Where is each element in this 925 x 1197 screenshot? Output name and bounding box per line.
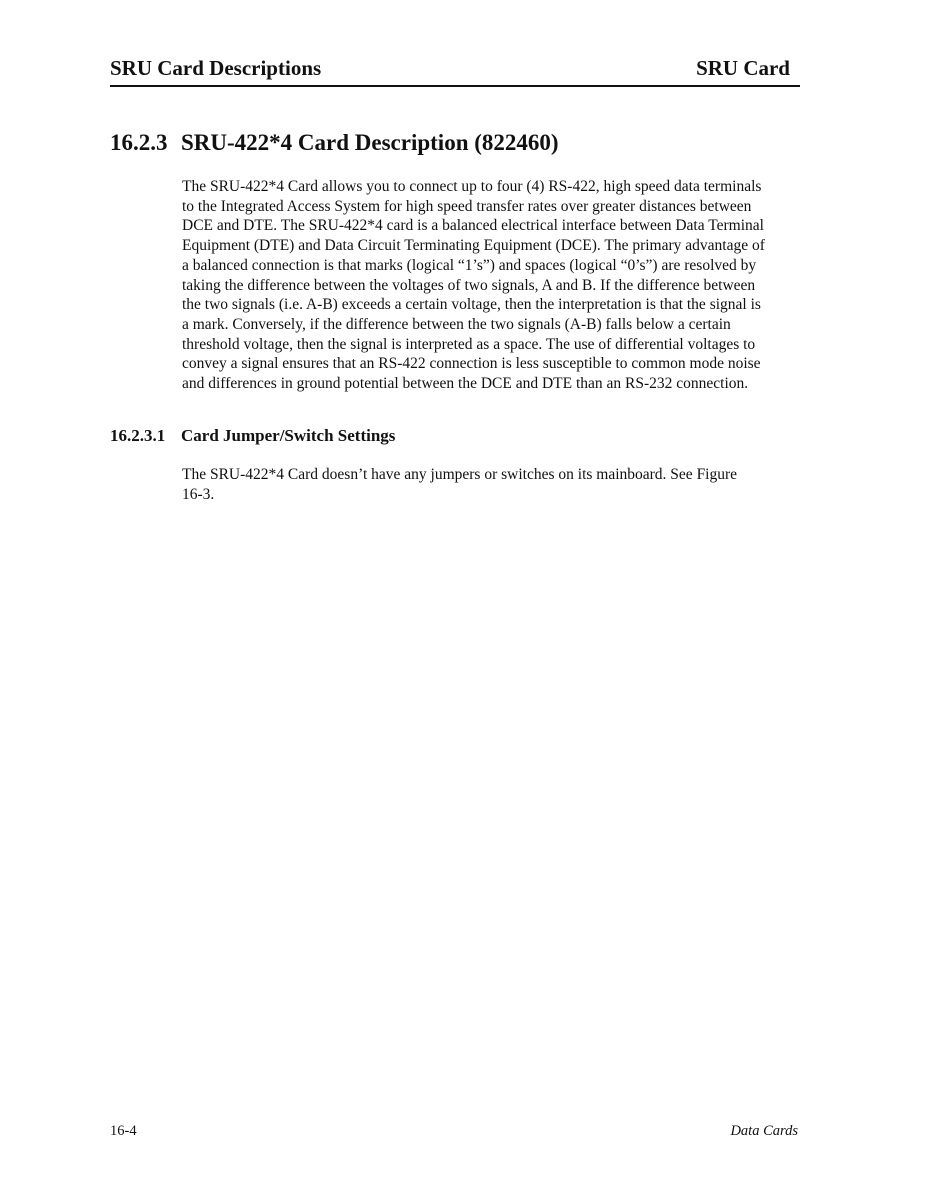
paragraph-line: DCE and DTE. The SRU-422*4 card is a balanced electrical interface between Data Terminal — [182, 217, 764, 235]
subsection-heading — [110, 425, 395, 447]
paragraph-line: taking the difference between the voltages of two signals, A and B. If the difference between — [182, 276, 756, 294]
paragraph-line: convey a signal ensures that an RS-422 connection is less susceptible to common mode noise — [182, 355, 761, 373]
page-number: 16-4 — [110, 1123, 137, 1139]
subsection-number: 16.2.3.1 — [110, 426, 166, 445]
paragraph-line: The SRU-422*4 Card allows you to connect up to four (4) RS-422, high speed data terminals — [182, 178, 762, 195]
paragraph-line: Equipment (DTE) and Data Circuit Terminating Equipment (DCE). The primary advantage of — [182, 237, 765, 255]
paragraph-line: a mark. Conversely, if the difference between the two signals (A-B) falls below a certain — [182, 315, 731, 333]
paragraph-line: 16-3. — [182, 485, 215, 503]
paragraph-line: and differences in ground potential between the DCE and DTE than an RS-232 connection. — [182, 375, 749, 393]
running-header — [110, 55, 800, 87]
paragraph-line: threshold voltage, then the signal is interpreted as a space. The use of differential voltages to — [182, 335, 756, 353]
paragraph-line: The SRU-422*4 Card doesn’t have any jumpers or switches on its mainboard. See Figure — [182, 466, 738, 483]
paragraph-line: to the Integrated Access System for high speed transfer rates over greater distances between — [182, 197, 752, 215]
paragraph-line: a balanced connection is that marks (logical “1’s”) and spaces (logical “0’s”) are resolved by — [182, 256, 757, 274]
header-card-title: SRU Card — [696, 56, 790, 80]
subsection-body-paragraph — [182, 465, 798, 504]
paragraph-line: the two signals (i.e. A-B) exceeds a certain voltage, then the interpretation is that the signal is — [182, 296, 761, 314]
section-title: SRU-422*4 Card Description (822460) — [181, 130, 559, 155]
section-heading — [110, 128, 559, 158]
subsection-title: Card Jumper/Switch Settings — [181, 426, 396, 445]
header-section-title: SRU Card Descriptions — [110, 56, 322, 80]
footer-chapter-title: Data Cards — [730, 1123, 798, 1139]
section-number: 16.2.3 — [110, 130, 168, 155]
section-body-paragraph — [182, 177, 798, 394]
